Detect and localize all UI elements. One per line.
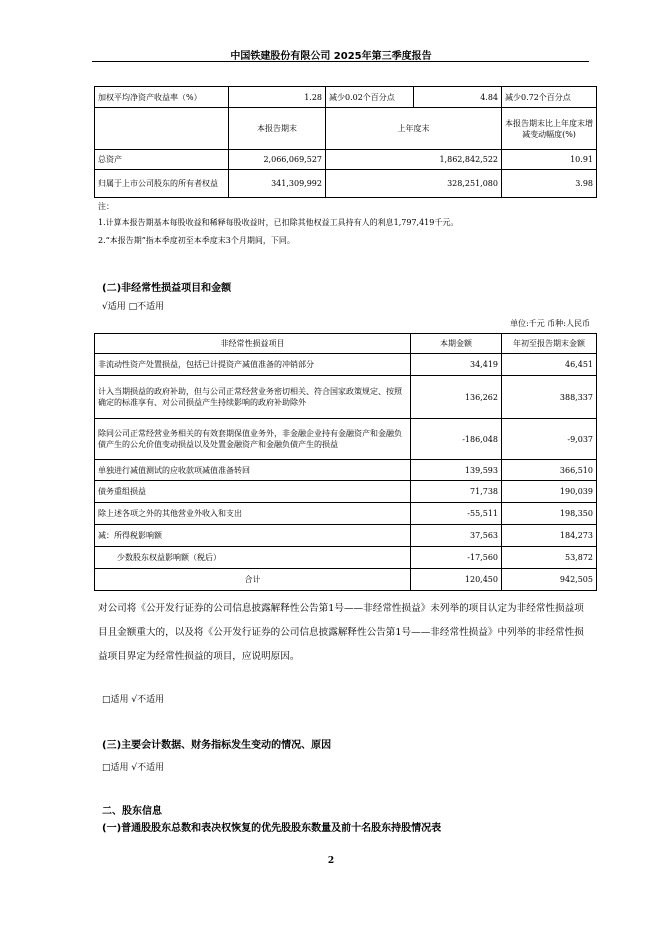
roe-ytd: 4.84 [414, 87, 502, 108]
roe-current-change: 减少0.02个百分点 [326, 87, 414, 108]
table-row [95, 481, 597, 503]
item-label: 债务重组损益 [95, 481, 411, 503]
cell-value: -55,511 [411, 503, 502, 525]
applicable-status: □适用 √不适用 [102, 695, 165, 705]
table-row [95, 569, 597, 591]
cell-value: 53,872 [502, 547, 597, 569]
explanation-paragraph: 对公司将《公开发行证券的公司信息披露解释性公告第1号——非经常性损益》未列举的项目认定为非经常性损益项目且金额重大的，以及将《公开发行证券的公司信息披露解释性公告第1号——非经常性损益》中列举的非经常性损益项目界定为经常性损益的项目，应说明原因。 [98, 603, 584, 662]
cell-value: 37,563 [411, 525, 502, 547]
cell-value: 34,419 [411, 354, 502, 376]
cell-value: 120,450 [411, 569, 502, 591]
cell-value: 366,510 [502, 460, 597, 481]
table-row [95, 419, 597, 460]
applicable-status: □适用 √不适用 [102, 763, 165, 773]
roe-label: 加权平均净资产收益率（%） [95, 87, 229, 108]
row-label: 归属于上市公司股东的所有者权益 [95, 170, 229, 198]
item-label: 除同公司正常经营业务相关的有效套期保值业务外，非金融企业持有金融资产和金融负债产生的公允价值变动损益以及处置金融资产和金融负债产生的损益 [95, 419, 411, 460]
table-row [95, 503, 597, 525]
note-item: 2.“本报告期”指本季度初至本季度末3个月期间，下同。 [98, 236, 295, 245]
section-subtitle: (一)普通股股东总数和表决权恢复的优先股股东数量及前十名股东持股情况表 [102, 823, 442, 834]
cell-value: 1,862,842,522 [326, 150, 502, 170]
table-header-row [95, 108, 597, 150]
page-number: 2 [327, 856, 335, 866]
applicable-status: √适用 □不适用 [102, 302, 165, 312]
cell-value: -186,048 [411, 419, 502, 460]
notes-title: 注： [98, 202, 114, 211]
cell-value: 184,273 [502, 525, 597, 547]
note-item: 1.计算本报告期基本每股收益和稀释每股收益时，已扣除其他权益工具持有人的利息1,797,419千元。 [98, 218, 459, 227]
table-row [95, 547, 597, 569]
header-divider [92, 61, 589, 62]
roe-current: 1.28 [229, 87, 326, 108]
item-label: 减：所得税影响额 [95, 525, 411, 547]
cell-value: 46,451 [502, 354, 597, 376]
cell-value: -9,037 [502, 419, 597, 460]
col-header: 本期金额 [411, 334, 502, 354]
col-period-end: 本报告期末 [229, 108, 326, 150]
cell-value: 942,505 [502, 569, 597, 591]
table-row [95, 354, 597, 376]
cell-value: 2,066,069,527 [229, 150, 326, 170]
row-label: 总资产 [95, 150, 229, 170]
kpi-table [94, 86, 597, 198]
page-header: 中国铁建股份有限公司 2025年第三季度报告 [230, 51, 432, 62]
item-label: 合计 [95, 569, 411, 591]
nonrecurring-table [94, 333, 597, 591]
cell-value: 136,262 [411, 376, 502, 419]
cell-value: 10.91 [502, 150, 597, 170]
table-row [95, 150, 597, 170]
col-header: 非经常性损益项目 [95, 334, 411, 354]
cell-value: 341,309,992 [229, 170, 326, 198]
cell-value: 190,039 [502, 481, 597, 503]
item-label: 除上述各项之外的其他营业外收入和支出 [95, 503, 411, 525]
cell-value: 198,350 [502, 503, 597, 525]
cell-value: 388,337 [502, 376, 597, 419]
cell-value: 139,593 [411, 460, 502, 481]
item-label: 非流动性资产处置损益，包括已计提资产减值准备的冲销部分 [95, 354, 411, 376]
cell-value: 328,251,080 [326, 170, 502, 198]
col-header: 年初至报告期末金额 [502, 334, 597, 354]
item-label: 单独进行减值测试的应收款项减值准备转回 [95, 460, 411, 481]
table-row [95, 376, 597, 419]
col-change: 本报告期末比上年度末增减变动幅度(%) [502, 108, 597, 150]
item-label: 计入当期损益的政府补助，但与公司正常经营业务密切相关、符合国家政策规定、按照确定的标准享有、对公司损益产生持续影响的政府补助除外 [95, 376, 411, 419]
cell-value: 3.98 [502, 170, 597, 198]
unit-label: 单位:千元 币种:人民币 [510, 319, 590, 328]
cell-value: -17,560 [411, 547, 502, 569]
section-title: (三)主要会计数据、财务指标发生变动的情况、原因 [102, 740, 332, 751]
table-row [95, 460, 597, 481]
table-row [95, 170, 597, 198]
table-header-row [95, 334, 597, 354]
item-label: 少数股东权益影响额（税后） [95, 547, 411, 569]
cell-value: 71,738 [411, 481, 502, 503]
roe-ytd-change: 减少0.72个百分点 [502, 87, 597, 108]
table-row [95, 525, 597, 547]
section-title: (二)非经常性损益项目和金额 [102, 283, 232, 294]
col-prior-year-end: 上年度末 [326, 108, 502, 150]
section-title: 二、股东信息 [102, 806, 162, 817]
table-row [95, 87, 597, 108]
